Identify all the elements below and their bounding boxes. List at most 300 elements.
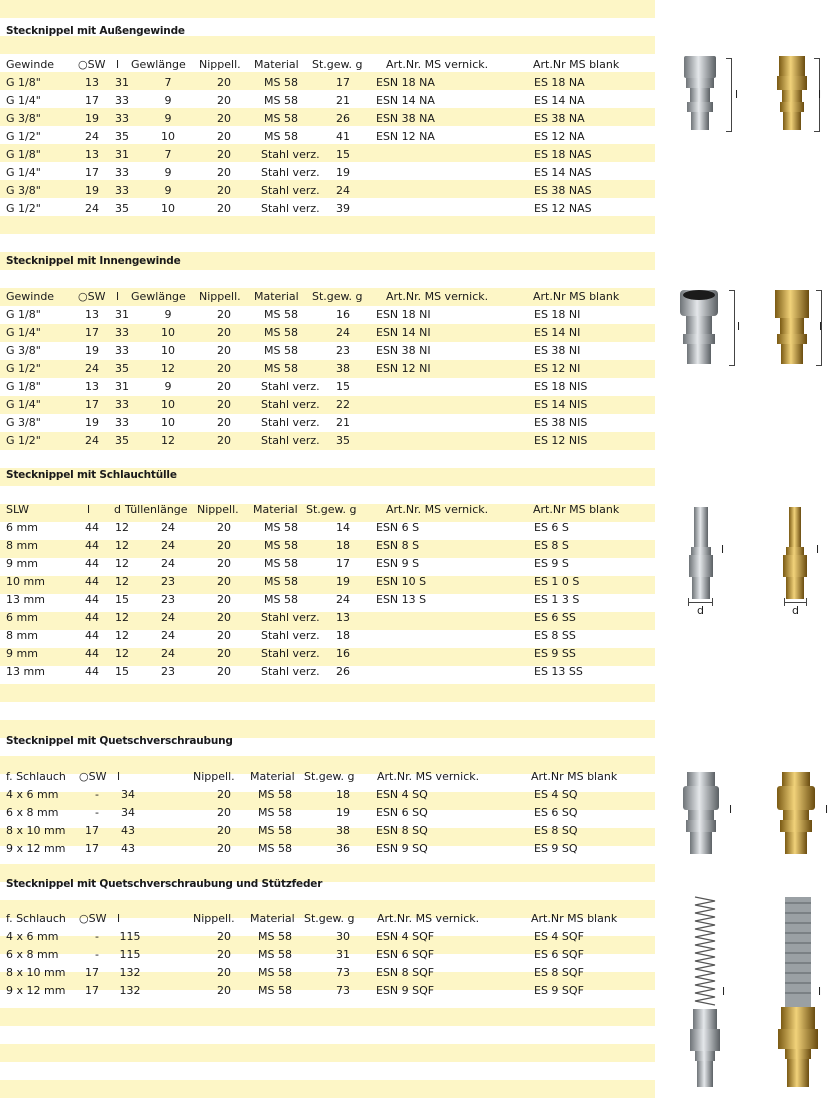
- table-cell: ES 12 NAS: [534, 202, 592, 215]
- table-cell: 24: [336, 593, 350, 606]
- table-cell: Stahl verz.: [261, 380, 320, 393]
- column-header: l: [116, 290, 120, 303]
- table-cell: 19: [336, 575, 350, 588]
- table-cell: MS 58: [264, 539, 298, 552]
- table-cell: 22: [336, 398, 350, 411]
- table-cell: 12: [161, 362, 175, 375]
- table-cell: 115: [119, 948, 141, 961]
- column-header: Gewlänge: [131, 290, 186, 303]
- table-cell: ESN 18 NI: [376, 308, 431, 321]
- section-title: Stecknippel mit Innengewinde: [6, 255, 181, 267]
- photo-brass-male-thread: [773, 54, 813, 134]
- table-cell: 24: [336, 326, 350, 339]
- table-cell: ES 6 SQF: [534, 948, 584, 961]
- column-header: d: [114, 503, 121, 516]
- table-cell: 15: [115, 593, 129, 606]
- column-header: Material: [254, 58, 299, 71]
- section-title: Stecknippel mit Außengewinde: [6, 25, 185, 37]
- table-cell: 20: [217, 806, 231, 819]
- table-cell: ES 9 SQF: [534, 984, 584, 997]
- table-cell: G 1/2": [6, 362, 41, 375]
- table-cell: 24: [161, 611, 175, 624]
- table-cell: 34: [121, 806, 135, 819]
- table-cell: ES 8 SQF: [534, 966, 584, 979]
- table-cell: 9: [164, 184, 172, 197]
- table-cell: 44: [85, 611, 99, 624]
- table-cell: MS 58: [258, 930, 292, 943]
- table-cell: ESN 12 NI: [376, 362, 431, 375]
- table-cell: ES 12 NIS: [534, 434, 588, 447]
- dim-bracket-l-1a: [726, 58, 732, 132]
- column-header: Gewinde: [6, 58, 55, 71]
- table-cell: MS 58: [258, 842, 292, 855]
- table-cell: 73: [336, 984, 350, 997]
- table-cell: 24: [161, 629, 175, 642]
- table-cell: ES 13 SS: [534, 665, 583, 678]
- column-header: Art.Nr MS blank: [531, 770, 618, 783]
- table-cell: 16: [336, 308, 350, 321]
- table-cell: 31: [115, 148, 129, 161]
- table-cell: 6 mm: [6, 521, 38, 534]
- table-cell: Stahl verz.: [261, 166, 320, 179]
- table-cell: 17: [85, 326, 99, 339]
- dim-label-l-5b: l: [818, 985, 822, 998]
- table-cell: 13: [85, 76, 99, 89]
- column-header: Material: [250, 912, 295, 925]
- table-cell: 17: [85, 984, 99, 997]
- photo-brass-hose-tail: [778, 505, 812, 601]
- table-cell: 20: [217, 521, 231, 534]
- table-cell: 15: [336, 380, 350, 393]
- table-cell: 20: [217, 308, 231, 321]
- table-cell: 30: [336, 930, 350, 943]
- table-cell: 13: [85, 308, 99, 321]
- column-header: Nippell.: [197, 503, 239, 516]
- table-cell: 17: [336, 76, 350, 89]
- table-cell: ES 18 NI: [534, 308, 581, 321]
- table-cell: 8 mm: [6, 539, 38, 552]
- row-band: [0, 1008, 655, 1026]
- table-cell: ES 18 NAS: [534, 148, 592, 161]
- table-cell: ESN 38 NA: [376, 112, 435, 125]
- table-cell: 10 mm: [6, 575, 45, 588]
- table-cell: 23: [161, 575, 175, 588]
- table-cell: MS 58: [264, 593, 298, 606]
- row-band: [0, 270, 655, 288]
- table-cell: 20: [217, 842, 231, 855]
- table-cell: 20: [217, 539, 231, 552]
- table-cell: 20: [217, 930, 231, 943]
- table-cell: Stahl verz.: [261, 184, 320, 197]
- table-cell: 13: [85, 380, 99, 393]
- table-cell: MS 58: [258, 788, 292, 801]
- table-cell: 17: [336, 557, 350, 570]
- table-cell: 20: [217, 380, 231, 393]
- column-header: Nippell.: [199, 58, 241, 71]
- table-cell: 15: [336, 148, 350, 161]
- table-cell: 24: [336, 184, 350, 197]
- table-cell: 44: [85, 557, 99, 570]
- table-cell: Stahl verz.: [261, 202, 320, 215]
- table-cell: G 3/8": [6, 344, 41, 357]
- table-cell: 24: [85, 362, 99, 375]
- table-cell: MS 58: [258, 806, 292, 819]
- column-header: l: [117, 912, 121, 925]
- table-cell: Stahl verz.: [261, 611, 320, 624]
- table-cell: Stahl verz.: [261, 434, 320, 447]
- table-cell: 43: [121, 824, 135, 837]
- table-cell: 20: [217, 665, 231, 678]
- table-cell: 31: [115, 76, 129, 89]
- table-cell: ES 6 S: [534, 521, 569, 534]
- row-band: [0, 36, 655, 54]
- row-band: [0, 0, 655, 18]
- table-cell: ESN 10 S: [376, 575, 427, 588]
- table-cell: 20: [217, 76, 231, 89]
- table-cell: MS 58: [264, 94, 298, 107]
- table-cell: ES 18 NIS: [534, 380, 588, 393]
- dim-tick-d-3a-right: [712, 598, 713, 606]
- table-cell: 17: [85, 94, 99, 107]
- table-cell: ES 14 NA: [534, 94, 585, 107]
- table-cell: MS 58: [264, 521, 298, 534]
- table-cell: ESN 14 NA: [376, 94, 435, 107]
- table-cell: MS 58: [258, 824, 292, 837]
- table-cell: G 1/8": [6, 76, 41, 89]
- table-cell: 9: [164, 112, 172, 125]
- table-cell: 132: [119, 966, 141, 979]
- table-cell: 24: [161, 521, 175, 534]
- table-cell: 23: [161, 665, 175, 678]
- table-cell: ES 9 SQ: [534, 842, 578, 855]
- table-cell: 8 x 10 mm: [6, 966, 66, 979]
- table-cell: 12: [115, 647, 129, 660]
- table-cell: 20: [217, 202, 231, 215]
- table-cell: 12: [115, 521, 129, 534]
- table-cell: ES 12 NA: [534, 130, 585, 143]
- table-cell: 44: [85, 575, 99, 588]
- column-header: St.gew. g: [304, 770, 355, 783]
- table-cell: ESN 8 S: [376, 539, 420, 552]
- table-cell: MS 58: [264, 344, 298, 357]
- wrench-size-icon: ○: [78, 290, 88, 303]
- wrench-size-icon: ○: [79, 770, 89, 783]
- table-cell: 19: [85, 416, 99, 429]
- dim-label-l-1b: l: [818, 88, 822, 101]
- row-band: [0, 684, 655, 702]
- table-cell: 8 x 10 mm: [6, 824, 66, 837]
- table-cell: 31: [115, 380, 129, 393]
- table-cell: Stahl verz.: [261, 416, 320, 429]
- table-cell: 39: [336, 202, 350, 215]
- column-header: l: [116, 58, 120, 71]
- table-cell: 132: [119, 984, 141, 997]
- table-cell: 35: [115, 434, 129, 447]
- table-cell: 33: [115, 398, 129, 411]
- wrench-size-icon: ○: [78, 58, 88, 71]
- row-band: [0, 216, 655, 234]
- column-header: f. Schlauch: [6, 912, 66, 925]
- table-cell: ES 4 SQ: [534, 788, 578, 801]
- table-cell: ES 9 SS: [534, 647, 576, 660]
- table-cell: G 3/8": [6, 112, 41, 125]
- table-cell: 17: [85, 398, 99, 411]
- table-cell: 21: [336, 416, 350, 429]
- table-cell: Stahl verz.: [261, 665, 320, 678]
- table-cell: MS 58: [258, 948, 292, 961]
- table-cell: MS 58: [264, 130, 298, 143]
- table-cell: 33: [115, 326, 129, 339]
- column-header: Art.Nr. MS vernick.: [386, 290, 489, 303]
- column-header: St.gew. g: [312, 290, 363, 303]
- table-cell: 41: [336, 130, 350, 143]
- table-cell: 10: [161, 326, 175, 339]
- column-header: St.gew. g: [312, 58, 363, 71]
- table-cell: 17: [85, 966, 99, 979]
- table-cell: 19: [85, 112, 99, 125]
- table-cell: ESN 8 SQ: [376, 824, 428, 837]
- dim-label-l-5a: l: [722, 985, 726, 998]
- column-header: Art.Nr. MS vernick.: [377, 912, 480, 925]
- photo-brass-female-thread: [771, 288, 815, 368]
- table-cell: 9: [164, 380, 172, 393]
- table-cell: ES 18 NA: [534, 76, 585, 89]
- section-title: Stecknippel mit Quetschverschraubung: [6, 735, 233, 747]
- table-cell: 21: [336, 94, 350, 107]
- photo-brass-compression: [773, 770, 819, 856]
- table-cell: ES 9 S: [534, 557, 569, 570]
- row-band: [0, 1080, 655, 1098]
- table-cell: ESN 13 S: [376, 593, 427, 606]
- table-cell: 35: [115, 130, 129, 143]
- column-header: ○SW: [78, 58, 106, 71]
- table-cell: 20: [217, 184, 231, 197]
- table-cell: 24: [161, 539, 175, 552]
- table-cell: G 1/2": [6, 202, 41, 215]
- table-cell: 6 mm: [6, 611, 38, 624]
- table-cell: G 3/8": [6, 416, 41, 429]
- table-cell: 16: [336, 647, 350, 660]
- table-cell: 20: [217, 344, 231, 357]
- table-cell: MS 58: [264, 575, 298, 588]
- table-cell: 36: [336, 842, 350, 855]
- table-cell: ES 6 SS: [534, 611, 576, 624]
- table-cell: MS 58: [264, 308, 298, 321]
- table-cell: 31: [115, 308, 129, 321]
- table-cell: -: [95, 806, 99, 819]
- photo-brass-support-spring: [775, 893, 821, 1089]
- column-header: Material: [253, 503, 298, 516]
- table-cell: ES 1 0 S: [534, 575, 580, 588]
- table-cell: 18: [336, 539, 350, 552]
- table-cell: -: [95, 930, 99, 943]
- dim-label-l-1a: l: [735, 88, 739, 101]
- photo-nickel-female-thread: [674, 288, 726, 368]
- table-cell: G 1/4": [6, 326, 41, 339]
- row-band: [0, 1026, 655, 1044]
- table-cell: ESN 12 NA: [376, 130, 435, 143]
- table-cell: 9: [164, 94, 172, 107]
- table-cell: 20: [217, 130, 231, 143]
- table-cell: 6 x 8 mm: [6, 948, 59, 961]
- table-cell: ESN 4 SQF: [376, 930, 435, 943]
- wrench-size-icon: ○: [79, 912, 89, 925]
- table-cell: 35: [115, 362, 129, 375]
- table-cell: 17: [85, 842, 99, 855]
- table-cell: 20: [217, 593, 231, 606]
- table-cell: 18: [336, 788, 350, 801]
- table-cell: 12: [115, 557, 129, 570]
- section-title: Stecknippel mit Quetschverschraubung und Stützfeder: [6, 878, 323, 890]
- column-header: Gewlänge: [131, 58, 186, 71]
- table-cell: 20: [217, 788, 231, 801]
- table-cell: G 1/4": [6, 166, 41, 179]
- table-cell: ES 6 SQ: [534, 806, 578, 819]
- table-cell: MS 58: [258, 966, 292, 979]
- table-cell: ESN 9 S: [376, 557, 420, 570]
- table-cell: 44: [85, 521, 99, 534]
- table-cell: 20: [217, 326, 231, 339]
- table-cell: 12: [115, 575, 129, 588]
- table-cell: 12: [161, 434, 175, 447]
- table-cell: 26: [336, 112, 350, 125]
- dim-label-d-3b: d: [792, 604, 799, 617]
- table-cell: 24: [161, 557, 175, 570]
- table-cell: ES 8 SQ: [534, 824, 578, 837]
- table-cell: 6 x 8 mm: [6, 806, 59, 819]
- column-header: Art.Nr. MS vernick.: [377, 770, 480, 783]
- table-cell: ESN 4 SQ: [376, 788, 428, 801]
- table-cell: 33: [115, 416, 129, 429]
- dim-label-l-2b: l: [819, 320, 823, 333]
- table-cell: ESN 18 NA: [376, 76, 435, 89]
- table-cell: G 1/2": [6, 434, 41, 447]
- table-cell: 33: [115, 184, 129, 197]
- table-cell: 20: [217, 557, 231, 570]
- table-cell: ES 4 SQF: [534, 930, 584, 943]
- table-cell: 23: [336, 344, 350, 357]
- column-header: Nippell.: [193, 770, 235, 783]
- table-cell: 23: [161, 593, 175, 606]
- row-band: [0, 450, 655, 468]
- table-cell: 44: [85, 665, 99, 678]
- table-cell: G 1/2": [6, 130, 41, 143]
- table-cell: 15: [115, 665, 129, 678]
- table-cell: ES 38 NIS: [534, 416, 588, 429]
- column-header: Art.Nr MS blank: [533, 503, 620, 516]
- table-cell: ES 14 NIS: [534, 398, 588, 411]
- table-cell: G 1/8": [6, 308, 41, 321]
- table-cell: 44: [85, 629, 99, 642]
- table-cell: 14: [336, 521, 350, 534]
- table-cell: 44: [85, 593, 99, 606]
- column-header: Art.Nr. MS vernick.: [386, 503, 489, 516]
- photo-nickel-compression: [678, 770, 724, 856]
- table-cell: 44: [85, 647, 99, 660]
- table-cell: MS 58: [264, 557, 298, 570]
- table-cell: 10: [161, 416, 175, 429]
- table-cell: 19: [85, 184, 99, 197]
- table-cell: ES 14 NI: [534, 326, 581, 339]
- dim-label-l-3b: l: [816, 543, 820, 556]
- dim-label-l-2a: l: [737, 320, 741, 333]
- section-title: Stecknippel mit Schlauchtülle: [6, 469, 177, 481]
- table-cell: 9: [164, 308, 172, 321]
- table-cell: 73: [336, 966, 350, 979]
- column-header: Art.Nr MS blank: [533, 58, 620, 71]
- table-cell: 7: [164, 148, 172, 161]
- column-header: Material: [254, 290, 299, 303]
- table-cell: MS 58: [264, 112, 298, 125]
- column-header: f. Schlauch: [6, 770, 66, 783]
- dim-bracket-l-2a: [729, 290, 735, 366]
- column-header: Art.Nr MS blank: [531, 912, 618, 925]
- column-header: St.gew. g: [304, 912, 355, 925]
- table-cell: 17: [85, 824, 99, 837]
- column-header: l: [117, 770, 121, 783]
- table-cell: 20: [217, 966, 231, 979]
- table-cell: 20: [217, 647, 231, 660]
- table-cell: Stahl verz.: [261, 148, 320, 161]
- table-cell: 9 x 12 mm: [6, 984, 66, 997]
- table-cell: 38: [336, 824, 350, 837]
- table-cell: ESN 6 S: [376, 521, 420, 534]
- table-cell: 34: [121, 788, 135, 801]
- table-cell: 17: [85, 166, 99, 179]
- table-cell: ESN 9 SQ: [376, 842, 428, 855]
- table-cell: 13: [85, 148, 99, 161]
- table-cell: G 1/4": [6, 398, 41, 411]
- table-cell: 33: [115, 94, 129, 107]
- table-cell: 33: [115, 166, 129, 179]
- table-cell: 20: [217, 629, 231, 642]
- table-cell: 19: [336, 166, 350, 179]
- table-cell: 20: [217, 575, 231, 588]
- table-cell: 26: [336, 665, 350, 678]
- table-cell: 4 x 6 mm: [6, 788, 59, 801]
- column-header: ○SW: [79, 912, 107, 925]
- table-cell: -: [95, 948, 99, 961]
- column-header: ○SW: [79, 770, 107, 783]
- table-cell: MS 58: [258, 984, 292, 997]
- table-cell: ESN 9 SQF: [376, 984, 435, 997]
- table-cell: 13: [336, 611, 350, 624]
- column-header: Material: [250, 770, 295, 783]
- table-cell: 4 x 6 mm: [6, 930, 59, 943]
- table-cell: 20: [217, 94, 231, 107]
- dim-line-d-3b: [784, 602, 806, 603]
- table-cell: Stahl verz.: [261, 629, 320, 642]
- photo-nickel-male-thread: [676, 54, 726, 134]
- column-header: Art.Nr. MS vernick.: [386, 58, 489, 71]
- row-band: [0, 234, 655, 252]
- table-cell: 20: [217, 434, 231, 447]
- table-cell: ES 12 NI: [534, 362, 581, 375]
- table-cell: ESN 6 SQ: [376, 806, 428, 819]
- table-cell: 8 mm: [6, 629, 38, 642]
- table-cell: ES 1 3 S: [534, 593, 580, 606]
- dim-tick-d-3b-right: [806, 598, 807, 606]
- table-cell: 33: [115, 112, 129, 125]
- table-cell: 115: [119, 930, 141, 943]
- column-header: Nippell.: [199, 290, 241, 303]
- column-header: Gewinde: [6, 290, 55, 303]
- table-cell: G 1/4": [6, 94, 41, 107]
- table-cell: ES 38 NAS: [534, 184, 592, 197]
- table-cell: 20: [217, 166, 231, 179]
- table-cell: G 1/8": [6, 380, 41, 393]
- table-cell: 20: [217, 112, 231, 125]
